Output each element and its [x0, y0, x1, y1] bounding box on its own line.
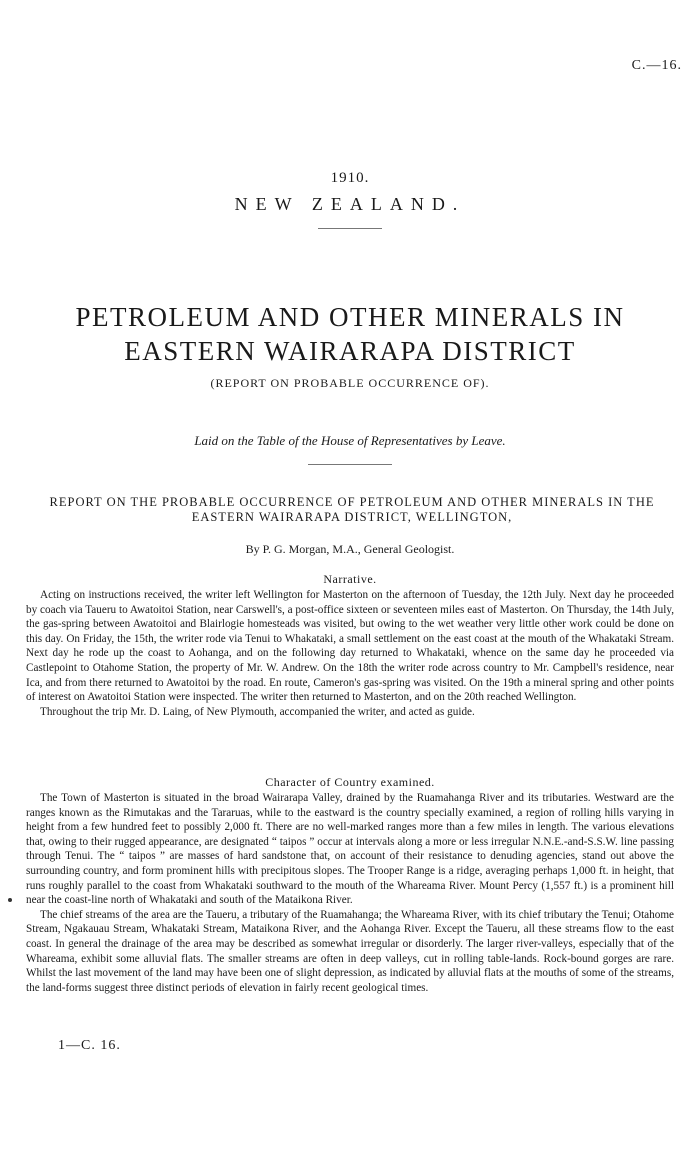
section-heading-narrative: Narrative.	[323, 572, 377, 586]
margin-dot	[8, 898, 12, 902]
narrative-text	[26, 588, 674, 719]
paragraph: The Town of Masterton is situated in the broad Wairarapa Valley, drained by the Ruamahanga River and its tributaries. Westward are the ranges known as the Rimutakas and the Tararuas, while to the eastward is the country specially examined, a region of rolling hills varying in height from a few hundred feet to possibly 2,000 ft. There are no well-marked ranges more than a few miles in length. The various elevations that, owing to their rugged appearance, are designated “ taipos ” occur at intervals along a more or less irregular N.N.E.-and-S.S.W. line passing through Tenui. The “ taipos ” are masses of hard sandstone that, on account of their resistance to denuding agencies, stand out above the surrounding country, and form prominent hills with precipitous slopes. The Trooper Range is a ridge, averaging perhaps 1,000 ft. in height, that runs roughly parallel to the coast from Whakataki southward to the mouth of the Whareama River. Mount Percy (1,557 ft.) is a prominent hill near the coast-line north of Whakataki and south of the Mataikona River.	[26, 792, 674, 907]
author-line: By P. G. Morgan, M.A., General Geologist.	[245, 542, 455, 556]
paragraph: Throughout the trip Mr. D. Laing, of New Plymouth, accompanied the writer, and acted as guide.	[40, 705, 475, 718]
report-heading: REPORT ON THE PROBABLE OCCURRENCE OF PETROLEUM AND OTHER MINERALS IN THE EASTERN WAIRARAPA DISTRICT, WELLINGTON,	[49, 495, 655, 524]
section-heading-character: Character of Country examined.	[265, 775, 435, 789]
page-id: C.—16.	[631, 58, 682, 73]
year: 1910.	[330, 170, 370, 186]
paragraph: The chief streams of the area are the Taueru, a tributary of the Ruamahanga; the Whareama River, with its chief tributary the Tenui; Otahome Stream, Ngakauau Stream, Whakataki Stream, Mataikona River, and the Aohanga River. Except the Taueru, all these streams flow to the east coast. In general the drainage of the area may be described as somewhat irregular or disorderly. The larger river-valleys, especially that of the Whareama, exhibit some alluvial flats. The smaller streams are often in deep valleys, cut in rolling table-lands. Rock-bound gorges are rare. Whilst the last movement of the land may have been one of slight depression, as indicated by alluvial flats at the mouths of some of the streams, the land-forms suggest three distinct periods of elevation in fairly recent geological times.	[26, 908, 674, 994]
country-title: NEW ZEALAND.	[234, 194, 466, 214]
paragraph: Acting on instructions received, the writer left Wellington for Masterton on the afternoon of Tuesday, the 12th July. Next day he proceeded by coach via Taueru to Awatoitoi Station, near Carswell's, a post-office sixteen or seventeen miles east of Masterton. On Thursday, the 14th July, the gas-spring between Awatoitoi and Blairlogie homesteads was visited, but owing to the wet weather very little other work could be done on this day. On Friday, the 15th, the writer rode via Tenui to Whakataki, a small settlement on the east coast at the mouth of the Whakataki Stream. Next day he rode up the coast to Aohanga, and on the following day returned to Whakataki, whence on the same day he proceeded via Castlepoint to Otahome Station, the property of Mr. W. Andrew. On the 18th the writer rode across country to Mr. Campbell's residence, near Ica, and from there returned to Awatoitoi by the road. En route, Cameron's gas-spring was visited. On the 19th a mineral spring and other points of interest on Awatoitoi Station were inspected. The writer then returned to Masterton, and on the 20th reached Wellington.	[26, 589, 674, 704]
footer-signature: 1—C. 16.	[58, 1038, 121, 1053]
title-rule	[308, 464, 392, 465]
laid-on-table: Laid on the Table of the House of Representatives by Leave.	[194, 433, 506, 448]
header-rule	[318, 228, 382, 229]
character-text	[26, 791, 674, 995]
main-title: PETROLEUM AND OTHER MINERALS IN EASTERN WAIRARAPA DISTRICT	[75, 302, 625, 366]
subtitle: (REPORT ON PROBABLE OCCURRENCE OF).	[210, 376, 490, 390]
